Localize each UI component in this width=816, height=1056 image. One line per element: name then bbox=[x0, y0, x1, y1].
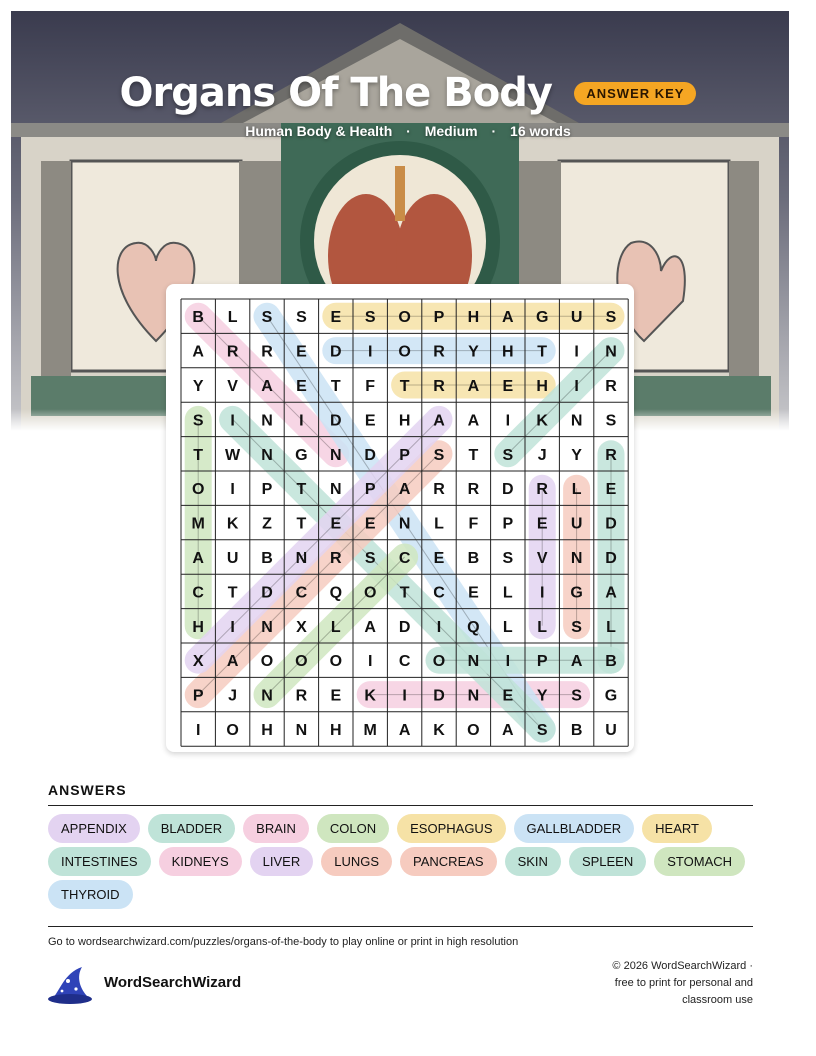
grid-cell-letter[interactable]: R bbox=[605, 378, 617, 395]
grid-cell-letter[interactable]: E bbox=[468, 584, 479, 602]
grid-cell-letter[interactable]: R bbox=[295, 687, 308, 705]
grid-cell-letter[interactable]: I bbox=[574, 343, 579, 361]
puzzle-grid-card bbox=[166, 284, 634, 752]
grid-cell-letter[interactable]: N bbox=[605, 343, 617, 361]
grid-cell-letter[interactable]: L bbox=[537, 618, 548, 636]
grid-cell-letter[interactable]: V bbox=[536, 550, 548, 567]
page-title: Organs Of The Body bbox=[119, 70, 552, 116]
grid-cell-letter[interactable]: C bbox=[295, 584, 308, 602]
grid-cell-letter[interactable]: N bbox=[295, 550, 308, 567]
grid-cell-letter[interactable]: O bbox=[226, 722, 239, 739]
grid-cell-letter[interactable]: I bbox=[539, 584, 545, 602]
grid-cell-letter[interactable]: G bbox=[570, 584, 583, 602]
grid-cell-letter[interactable]: K bbox=[364, 687, 376, 705]
answer-chip-kidneys: KIDNEYS bbox=[159, 847, 242, 876]
grid-cell-letter[interactable]: O bbox=[467, 722, 480, 739]
grid-cell-letter[interactable]: D bbox=[330, 343, 342, 361]
grid-cell-letter[interactable]: O bbox=[329, 653, 343, 671]
grid-cell-letter[interactable]: U bbox=[570, 515, 583, 533]
grid-cell-letter[interactable]: D bbox=[605, 515, 617, 533]
grid-cell-letter[interactable]: N bbox=[398, 515, 411, 533]
grid-cell-letter[interactable]: T bbox=[193, 446, 204, 464]
grid-cell-letter[interactable]: T bbox=[537, 343, 548, 361]
grid-cell-letter[interactable]: D bbox=[364, 446, 376, 464]
grid-cell-letter[interactable]: H bbox=[398, 412, 411, 430]
copyright-line: classroom use bbox=[682, 994, 753, 1006]
grid-cell-letter[interactable]: H bbox=[192, 618, 204, 636]
grid-cell-letter[interactable]: E bbox=[364, 515, 376, 533]
grid-cell-letter[interactable]: J bbox=[228, 687, 238, 705]
grid-cell-letter[interactable]: A bbox=[502, 722, 514, 739]
grid-cell-letter[interactable]: I bbox=[402, 687, 407, 705]
grid-cell-letter[interactable]: H bbox=[330, 722, 342, 739]
grid-cell-letter[interactable]: S bbox=[571, 687, 582, 705]
footer-play-link[interactable]: Go to wordsearchwizard.com/puzzles/organs-of-the-body to play online or print in high resolution bbox=[48, 936, 519, 948]
grid-cell-letter[interactable]: R bbox=[605, 446, 617, 464]
grid-cell-letter[interactable]: E bbox=[502, 378, 514, 395]
grid-cell-letter[interactable]: A bbox=[433, 412, 445, 430]
grid-cell-letter[interactable]: N bbox=[467, 687, 480, 705]
copyright-notice bbox=[553, 958, 753, 1009]
answer-chip-spleen: SPLEEN bbox=[569, 847, 646, 876]
grid-cell-letter[interactable]: P bbox=[192, 687, 204, 705]
grid-cell-letter[interactable]: O bbox=[295, 653, 308, 671]
grid-cell-letter[interactable]: N bbox=[261, 412, 273, 430]
grid-cell-letter[interactable]: I bbox=[367, 343, 373, 361]
puzzle-meta bbox=[0, 123, 816, 139]
grid-cell-letter[interactable]: S bbox=[502, 550, 514, 567]
grid-cell-letter[interactable]: L bbox=[571, 481, 582, 499]
grid-cell-letter[interactable]: E bbox=[536, 515, 548, 533]
grid-cell-letter[interactable]: A bbox=[467, 378, 480, 395]
grid-cell-letter[interactable]: T bbox=[330, 378, 341, 395]
grid-cell-letter[interactable]: E bbox=[330, 309, 342, 327]
grid-cell-letter[interactable]: I bbox=[505, 412, 511, 430]
grid-cell-letter[interactable]: N bbox=[261, 618, 273, 636]
meta-separator: · bbox=[491, 123, 497, 139]
grid-cell-letter[interactable]: Q bbox=[329, 584, 343, 602]
grid-cell-letter[interactable]: P bbox=[364, 481, 376, 499]
grid-cell-letter[interactable]: L bbox=[502, 618, 513, 636]
grid-cell-letter[interactable]: U bbox=[570, 309, 583, 327]
answer-chip-pancreas: PANCREAS bbox=[400, 847, 497, 876]
grid-cell-letter[interactable]: O bbox=[432, 653, 446, 671]
grid-cell-letter[interactable]: X bbox=[296, 618, 307, 636]
grid-cell-letter[interactable]: R bbox=[433, 343, 445, 361]
grid-cell-letter[interactable]: B bbox=[467, 550, 480, 567]
grid-cell-letter[interactable]: L bbox=[227, 309, 238, 327]
grid-cell-letter[interactable]: I bbox=[299, 412, 304, 430]
grid-cell-letter[interactable]: P bbox=[399, 446, 410, 464]
grid-cell-letter[interactable]: A bbox=[192, 343, 204, 361]
answers-heading: ANSWERS bbox=[48, 782, 127, 798]
footer-divider bbox=[48, 926, 753, 927]
answer-chip-brain: BRAIN bbox=[243, 814, 309, 843]
grid-cell-letter[interactable]: R bbox=[467, 481, 480, 499]
answer-chip-bladder: BLADDER bbox=[148, 814, 235, 843]
grid-cell-letter[interactable]: I bbox=[230, 481, 235, 499]
grid-cell-letter[interactable]: S bbox=[502, 446, 514, 464]
answer-chip-lungs: LUNGS bbox=[321, 847, 392, 876]
grid-cell-letter[interactable]: R bbox=[226, 343, 239, 361]
grid-cell-letter[interactable]: E bbox=[364, 412, 376, 430]
grid-cell-letter[interactable]: I bbox=[505, 653, 511, 671]
grid-cell-letter[interactable]: G bbox=[604, 687, 618, 705]
grid-cell-letter[interactable]: P bbox=[536, 653, 548, 671]
answer-chip-intestines: INTESTINES bbox=[48, 847, 151, 876]
grid-cell-letter[interactable]: E bbox=[330, 687, 342, 705]
grid-cell-letter[interactable]: R bbox=[330, 550, 342, 567]
grid-cell-letter[interactable]: O bbox=[363, 584, 377, 602]
grid-cell-letter[interactable]: B bbox=[261, 550, 273, 567]
grid-cell-letter[interactable]: I bbox=[436, 618, 442, 636]
grid-cell-letter[interactable]: P bbox=[502, 515, 514, 533]
grid-cell-letter[interactable]: S bbox=[364, 309, 376, 327]
grid-cell-letter[interactable]: S bbox=[571, 618, 582, 636]
grid-cell-letter[interactable]: A bbox=[364, 618, 376, 636]
grid-cell-letter[interactable]: C bbox=[433, 584, 445, 602]
grid-cell-letter[interactable]: Y bbox=[536, 687, 548, 705]
grid-cell-letter[interactable]: N bbox=[570, 550, 583, 567]
grid-cell-letter[interactable]: F bbox=[365, 378, 376, 395]
answer-chip-appendix: APPENDIX bbox=[48, 814, 140, 843]
grid-cell-letter[interactable]: F bbox=[468, 515, 479, 533]
grid-cell-letter[interactable]: A bbox=[570, 653, 583, 671]
grid-cell-letter[interactable]: U bbox=[226, 550, 239, 567]
grid-cell-letter[interactable]: R bbox=[433, 378, 445, 395]
grid-cell-letter[interactable]: Y bbox=[468, 343, 479, 361]
grid-cell-letter[interactable]: O bbox=[398, 309, 411, 327]
grid-cell-letter[interactable]: D bbox=[261, 584, 273, 602]
category-label: Human Body & Health bbox=[245, 123, 393, 139]
grid-cell-letter[interactable]: C bbox=[192, 584, 204, 602]
grid-cell-letter[interactable]: I bbox=[574, 378, 579, 395]
grid-cell-letter[interactable]: E bbox=[296, 343, 307, 361]
grid-cell-letter[interactable]: V bbox=[227, 378, 238, 395]
grid-cell-letter[interactable]: A bbox=[398, 481, 411, 499]
answer-chip-liver: LIVER bbox=[250, 847, 314, 876]
grid-cell-letter[interactable]: G bbox=[535, 309, 549, 327]
brand-name[interactable]: WordSearchWizard bbox=[104, 974, 242, 991]
grid-cell-letter[interactable]: L bbox=[502, 584, 513, 602]
grid-cell-letter[interactable]: B bbox=[605, 653, 617, 671]
grid-cell-letter[interactable]: S bbox=[261, 309, 273, 327]
grid-cell-letter[interactable]: C bbox=[398, 653, 411, 671]
grid-cell-letter[interactable]: T bbox=[399, 584, 410, 602]
grid-cell-letter[interactable]: U bbox=[605, 722, 617, 739]
answer-chip-gallbladder: GALLBLADDER bbox=[514, 814, 635, 843]
grid-cell-letter[interactable]: Z bbox=[262, 515, 272, 533]
grid-cell-letter[interactable]: X bbox=[192, 653, 204, 671]
answer-chip-colon: COLON bbox=[317, 814, 389, 843]
grid-cell-letter[interactable]: S bbox=[364, 550, 376, 567]
grid-cell-letter[interactable]: T bbox=[399, 378, 410, 395]
grid-cell-letter[interactable]: N bbox=[467, 653, 480, 671]
grid-cell-letter[interactable]: H bbox=[261, 722, 273, 739]
puzzle-grid bbox=[166, 284, 634, 752]
grid-cell-letter[interactable]: A bbox=[226, 653, 239, 671]
grid-cell-letter[interactable]: E bbox=[433, 550, 445, 567]
grid-cell-letter[interactable]: A bbox=[261, 378, 273, 395]
grid-cell-letter[interactable]: K bbox=[536, 412, 548, 430]
answer-chip-esophagus: ESOPHAGUS bbox=[397, 814, 505, 843]
grid-cell-letter[interactable]: I bbox=[230, 412, 235, 430]
answer-chip-stomach: STOMACH bbox=[654, 847, 745, 876]
copyright-line: free to print for personal and bbox=[614, 977, 753, 989]
answers-divider bbox=[48, 805, 753, 806]
answer-key-badge: ANSWER KEY bbox=[574, 82, 696, 105]
grid-cell-letter[interactable]: L bbox=[330, 618, 341, 636]
grid-cell-letter[interactable]: E bbox=[605, 481, 617, 499]
grid-cell-letter[interactable]: H bbox=[467, 309, 480, 327]
grid-cell-letter[interactable]: A bbox=[398, 722, 411, 739]
answer-chip-skin: SKIN bbox=[505, 847, 561, 876]
grid-cell-letter[interactable]: A bbox=[502, 309, 514, 327]
grid-cell-letter[interactable]: I bbox=[195, 722, 201, 739]
grid-cell-letter[interactable]: O bbox=[191, 481, 205, 499]
difficulty-label: Medium bbox=[424, 123, 478, 139]
grid-cell-letter[interactable]: S bbox=[433, 446, 445, 464]
title-row bbox=[0, 70, 816, 116]
grid-cell-letter[interactable]: D bbox=[433, 687, 445, 705]
grid-cell-letter[interactable]: L bbox=[606, 618, 616, 636]
grid-cell-letter[interactable]: S bbox=[605, 309, 617, 327]
grid-cell-letter[interactable]: Q bbox=[467, 618, 480, 636]
grid-cell-letter[interactable]: D bbox=[502, 481, 514, 499]
answer-chip-thyroid: THYROID bbox=[48, 880, 133, 909]
grid-cell-letter[interactable]: D bbox=[605, 550, 617, 567]
grid-cell-letter[interactable]: O bbox=[398, 343, 411, 361]
grid-cell-letter[interactable]: R bbox=[261, 343, 273, 361]
grid-cell-letter[interactable]: K bbox=[226, 515, 239, 533]
grid-cell-letter[interactable]: A bbox=[467, 412, 480, 430]
grid-cell-letter[interactable]: T bbox=[296, 481, 307, 499]
grid-cell-letter[interactable]: Y bbox=[192, 378, 204, 395]
grid-cell-letter[interactable]: P bbox=[433, 309, 445, 327]
grid-cell-letter[interactable]: G bbox=[295, 446, 308, 464]
grid-cell-letter[interactable]: C bbox=[398, 550, 411, 567]
grid-cell-letter[interactable]: I bbox=[230, 618, 235, 636]
grid-cell-letter[interactable]: D bbox=[398, 618, 411, 636]
grid-cell-letter[interactable]: S bbox=[536, 722, 548, 739]
grid-cell-letter[interactable]: D bbox=[330, 412, 342, 430]
grid-cell-letter[interactable]: N bbox=[261, 446, 273, 464]
grid-cell-letter[interactable]: M bbox=[191, 515, 205, 533]
grid-cell-letter[interactable]: B bbox=[570, 722, 583, 739]
wizard-hat-icon bbox=[46, 963, 94, 1010]
grid-cell-letter[interactable]: A bbox=[605, 584, 617, 602]
grid-cell-letter[interactable]: Y bbox=[571, 446, 582, 464]
grid-cell-letter[interactable]: O bbox=[260, 653, 274, 671]
grid-cell-letter[interactable]: J bbox=[537, 446, 547, 464]
grid-cell-letter[interactable]: E bbox=[330, 515, 342, 533]
grid-cell-letter[interactable]: T bbox=[468, 446, 479, 464]
grid-cell-letter[interactable]: E bbox=[502, 687, 514, 705]
grid-cell-letter[interactable]: R bbox=[433, 481, 445, 499]
copyright-line: © 2026 WordSearchWizard · bbox=[612, 960, 753, 972]
grid-cell-letter[interactable]: I bbox=[367, 653, 373, 671]
grid-cell-letter[interactable]: K bbox=[433, 722, 445, 739]
grid-cell-letter[interactable]: A bbox=[192, 550, 204, 567]
meta-separator: · bbox=[406, 123, 411, 139]
answer-list bbox=[48, 814, 768, 913]
grid-cell-letter[interactable]: N bbox=[330, 446, 342, 464]
grid-cell-letter[interactable]: S bbox=[192, 412, 204, 430]
grid-cell-letter[interactable]: N bbox=[330, 481, 342, 499]
grid-cell-letter[interactable]: N bbox=[570, 412, 583, 430]
grid-cell-letter[interactable]: P bbox=[261, 481, 273, 499]
answer-chip-heart: HEART bbox=[642, 814, 712, 843]
grid-cell-letter[interactable]: H bbox=[502, 343, 514, 361]
grid-cell-letter[interactable]: S bbox=[605, 412, 617, 430]
grid-cell-letter[interactable]: N bbox=[261, 687, 273, 705]
grid-cell-letter[interactable]: H bbox=[536, 378, 548, 395]
grid-cell-letter[interactable]: T bbox=[227, 584, 238, 602]
word-count-label: 16 words bbox=[510, 123, 571, 139]
grid-cell-letter[interactable]: L bbox=[434, 515, 444, 533]
grid-cell-letter[interactable]: E bbox=[296, 378, 307, 395]
grid-cell-letter[interactable]: M bbox=[363, 722, 377, 739]
grid-cell-letter[interactable]: B bbox=[192, 309, 204, 327]
grid-cell-letter[interactable]: W bbox=[225, 446, 241, 464]
grid-cell-letter[interactable]: S bbox=[296, 309, 307, 327]
grid-cell-letter[interactable]: R bbox=[536, 481, 548, 499]
grid-cell-letter[interactable]: N bbox=[295, 722, 308, 739]
grid-cell-letter[interactable]: T bbox=[296, 515, 307, 533]
